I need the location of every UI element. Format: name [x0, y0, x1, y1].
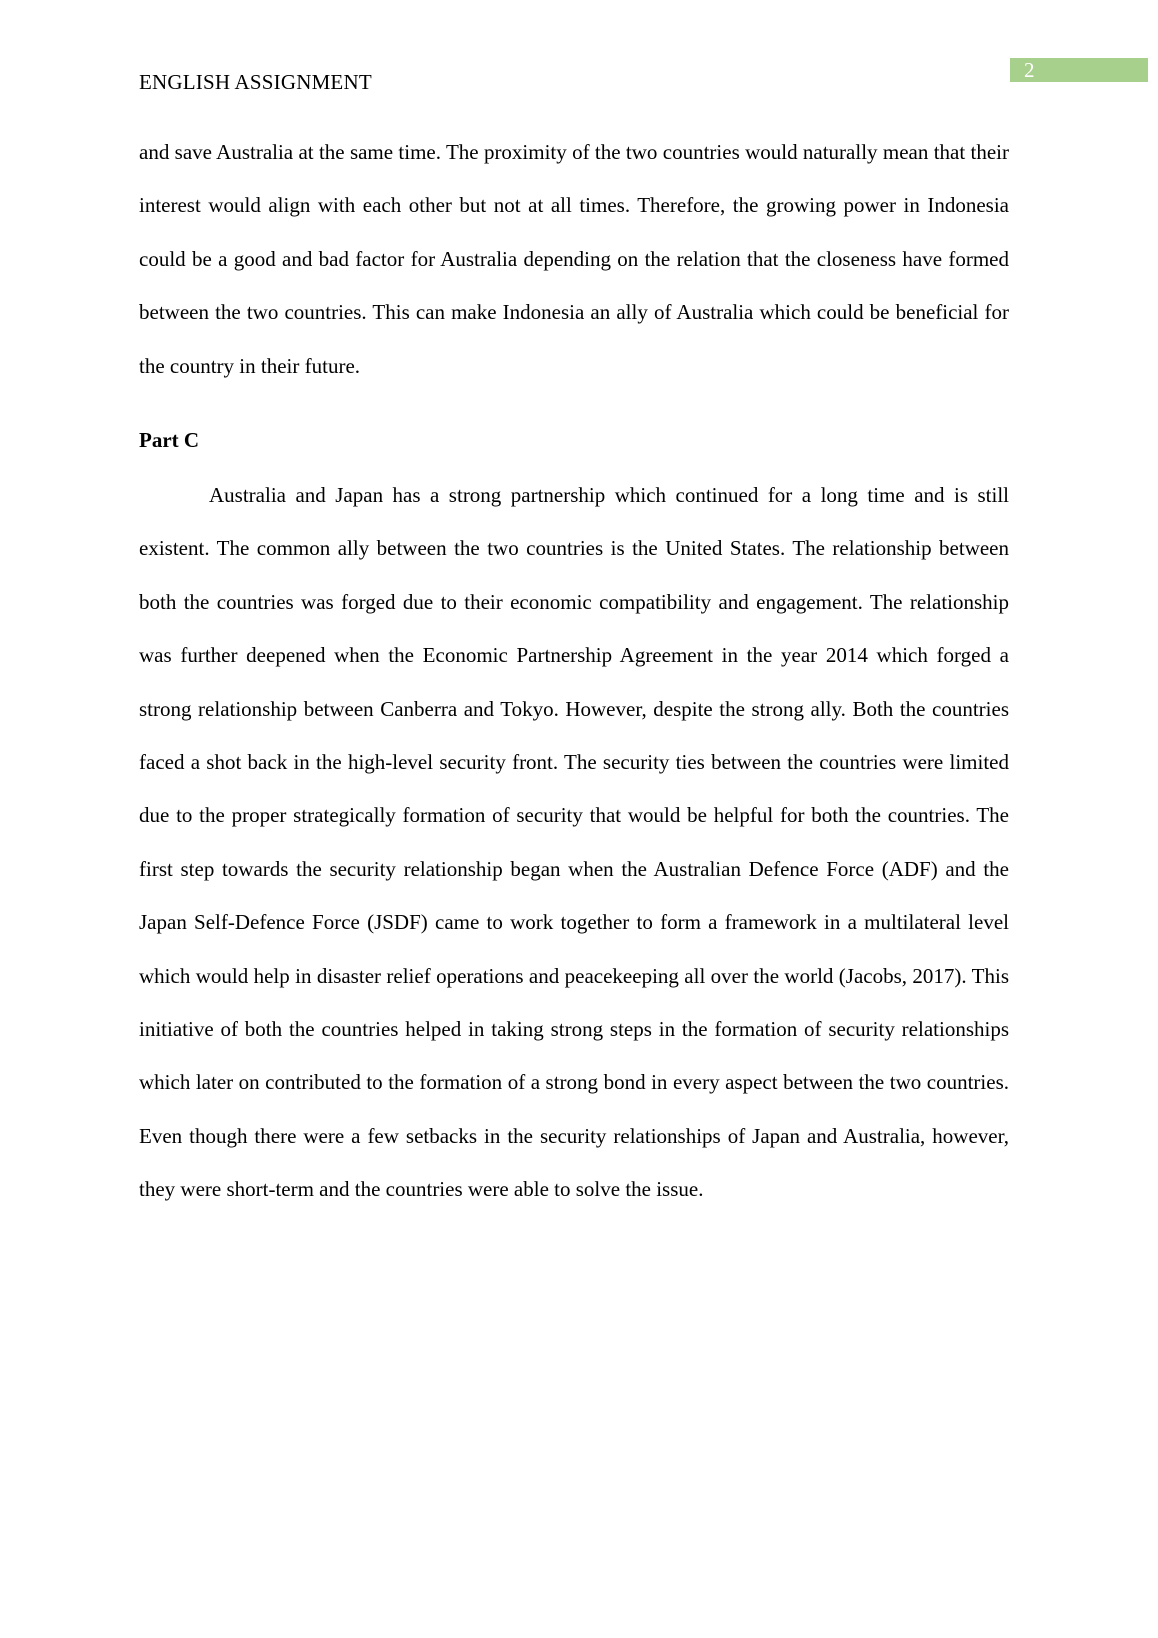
continuation-paragraph-block — [139, 126, 1009, 393]
page-number: 2 — [1010, 58, 1148, 82]
section-paragraph: Australia and Japan has a strong partnership which continued for a long time and is still existent. The common ally between the two countries is the United States. The relationship between both the countries was forged due to their economic compatibility and engagement. The relationship was further deepened when the Economic Partnership Agreement in the year 2014 which forged a strong relationship between Canberra and Tokyo. However, despite the strong ally. Both the countries faced a shot back in the high-level security front. The security ties between the countries were limited due to the proper strategically formation of security that would be helpful for both the countries. The first step towards the security relationship began when the Australian Defence Force (ADF) and the Japan Self-Defence Force (JSDF) came to work together to form a framework in a multilateral level which would help in disaster relief operations and peacekeeping all over the world (Jacobs, 2017). This initiative of both the countries helped in taking strong steps in the formation of security relationships which later on contributed to the formation of a strong bond in every aspect between the two countries. Even though there were a few setbacks in the security relationships of Japan and Australia, however, they were short-term and the countries were able to solve the issue. — [139, 483, 1009, 1202]
section-heading: Part C — [139, 428, 200, 452]
running-head: ENGLISH ASSIGNMENT — [139, 70, 372, 94]
continuation-paragraph: and save Australia at the same time. The proximity of the two countries would naturally mean that their interest would align with each other but not at all times. Therefore, the growing power in Indonesia could be a good and bad factor for Australia depending on the relation that the closeness have formed between the two countries. This can make Indonesia an ally of Australia which could be beneficial for the country in their future. — [139, 140, 1009, 378]
section-paragraph-block — [139, 469, 1009, 1217]
